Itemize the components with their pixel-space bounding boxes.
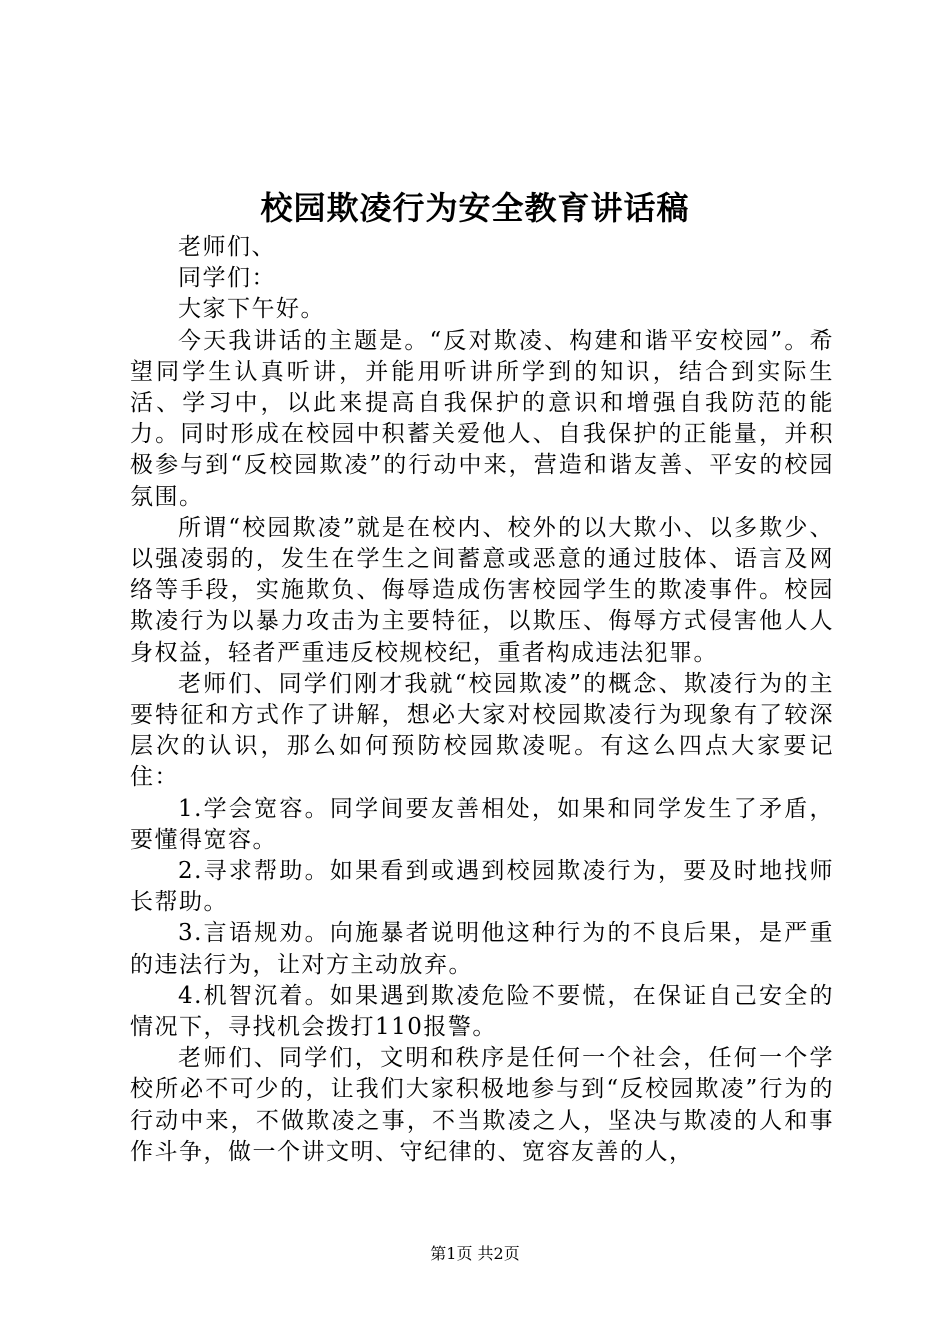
paragraph-theme: 今天我讲话的主题是。“反对欺凌、构建和谐平安校园”。希望同学生认真听讲，并能用听讲所学到的知识，结合到实际生活、学习中，以此来提高自我保护的意识和增强自我防范的能力。同时形成在校园中积蓄关爱他人、自我保护的正能量，并积极参与到“反校园欺凌”的行动中来，营造和谐友善、平安的校园氛围。 <box>130 327 834 510</box>
paragraph-closing: 老师们、同学们，文明和秩序是任何一个社会，任何一个学校所必不可少的，让我们大家积极地参与到“反校园欺凌”行为的行动中来，不做欺凌之事，不当欺凌之人，坚决与欺凌的人和事作斗争，做一个讲文明、守纪律的、宽容友善的人， <box>130 1045 834 1165</box>
document-body <box>130 232 834 1168</box>
list-item-stay-calm: 4.机智沉着。如果遇到欺凌危险不要慌，在保证自己安全的情况下，寻找机会拨打110报警。 <box>130 982 834 1041</box>
paragraph-definition: 所谓“校园欺凌”就是在校内、校外的以大欺小、以多欺少、以强凌弱的，发生在学生之间蓄意或恶意的通过肢体、语言及网络等手段，实施欺负、侮辱造成伤害校园学生的欺凌事件。校园欺凌行为以暴力攻击为主要特征，以欺压、侮辱方式侵害他人人身权益，轻者严重违反校规校纪，重者构成违法犯罪。 <box>130 514 834 666</box>
list-item-seek-help: 2.寻求帮助。如果看到或遇到校园欺凌行为，要及时地找师长帮助。 <box>130 858 834 916</box>
greeting: 大家下午好。 <box>178 296 325 323</box>
list-item-tolerance: 1.学会宽容。同学间要友善相处，如果和同学发生了矛盾，要懂得宽容。 <box>130 795 834 853</box>
page-number-footer: 第1页 共2页 <box>430 1244 520 1263</box>
salutation-students: 同学们： <box>178 265 276 292</box>
list-item-persuade: 3.言语规劝。向施暴者说明他这种行为的不良后果，是严重的违法行为，让对方主动放弃。 <box>130 920 834 978</box>
document-title: 校园欺凌行为安全教育讲话稿 <box>260 189 690 227</box>
salutation-teachers: 老师们、 <box>178 234 276 260</box>
paragraph-prevention-intro: 老师们、同学们刚才我就“校园欺凌”的概念、欺凌行为的主要特征和方式作了讲解，想必大家对校园欺凌行为现象有了较深层次的认识，那么如何预防校园欺凌呢。有这么四点大家要记住： <box>130 670 834 791</box>
